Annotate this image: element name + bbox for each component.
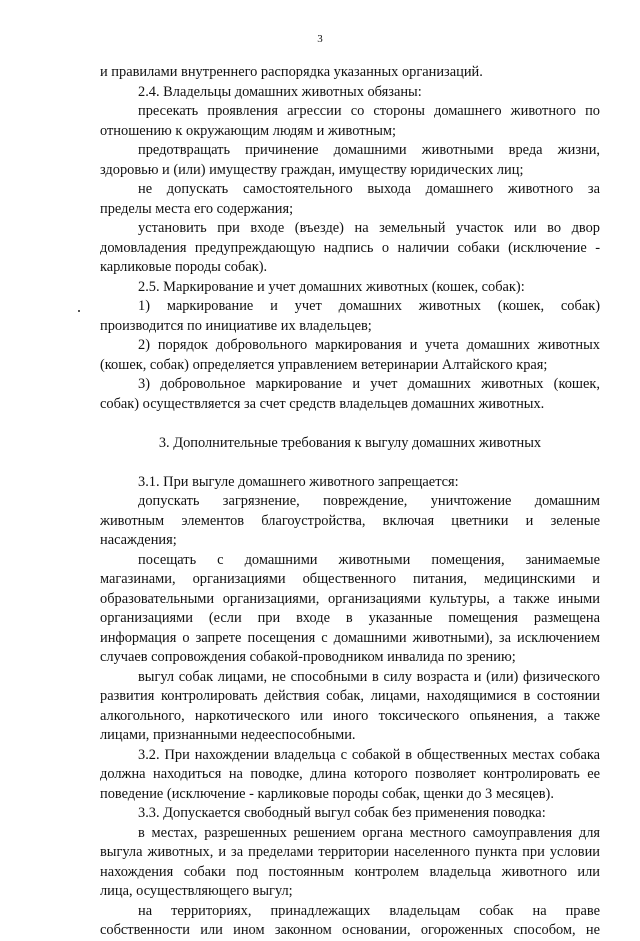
text-line: на территориях, принадлежащих владельцам собак на праве: [138, 902, 600, 919]
text-line: в местах, разрешенных решением органа местного самоуправления для: [138, 824, 600, 841]
text-line: случаев сопровождения собакой-проводником инвалида по зрению;: [100, 649, 516, 665]
paragraph: [100, 180, 600, 219]
text-line: собак) осуществляется за счет средств владельцев домашних животных.: [100, 395, 545, 412]
text-line: домовладения предупреждающую надпись о наличии собаки (исключение -: [100, 239, 600, 256]
paragraph: [100, 336, 600, 375]
text-line: посещать с домашними животными помещения, занимаемые: [138, 551, 600, 568]
blank-line: [100, 453, 600, 473]
text-line: выгула животных, и за пределами территории населенного пункта при условии: [100, 844, 600, 860]
text-line: 3.2. При нахождении владельца с собакой в общественных местах собака: [138, 746, 600, 763]
paragraph: [100, 375, 600, 414]
blank-line: [100, 414, 600, 434]
paragraph: [100, 278, 600, 298]
text-line: 3.1. При выгуле домашнего животного запрещается:: [138, 473, 459, 490]
text-line: допускать загрязнение, повреждение, уничтожение домашним: [138, 493, 600, 509]
text-line: 3) добровольное маркирование и учет домашних животных (кошек,: [138, 376, 600, 392]
text-line: не допускать самостоятельного выхода домашнего животного за: [138, 181, 600, 197]
paragraph: [100, 902, 600, 941]
text-line: отношению к окружающим людям и животным;: [100, 122, 397, 139]
paragraph: [100, 297, 600, 336]
text-line: развития контролировать действия собак, лицами, находящимися в состоянии: [100, 688, 600, 704]
text-line: и правилами внутреннего распорядка указанных организаций.: [100, 64, 483, 80]
text-line: 2.5. Маркирование и учет домашних животных (кошек, собак):: [138, 278, 525, 295]
text-line: 2) порядок добровольного маркирования и учета домашних животных: [138, 337, 600, 353]
text-line: животным элементов благоустройства, включая цветники и зеленые: [100, 512, 600, 529]
text-line: собственности или ином законном основании, огороженных способом, не: [100, 922, 600, 938]
text-line: производится по инициативе их владельцев;: [100, 317, 372, 334]
text-line: лица, осуществляющего выгул;: [100, 883, 293, 899]
text-line: карликовые породы собак).: [100, 259, 268, 275]
text-line: поведение (исключение - карликовые породы собак, щенки до 3 месяцев).: [100, 785, 554, 802]
section-heading: 3. Дополнительные требования к выгулу домашних животных: [158, 434, 542, 451]
paragraph: [100, 668, 600, 746]
text-line: магазинами, организациями общественного питания, медицинскими и: [100, 571, 600, 587]
text-line: 2.4. Владельцы домашних животных обязаны:: [138, 83, 422, 100]
paragraph: [100, 492, 600, 551]
paragraph: [100, 102, 600, 141]
text-line: предотвращать причинение домашними животными вреда жизни,: [138, 142, 600, 158]
text-line: алкогольного, наркотического или иного токсического опьянения, а также: [100, 707, 600, 724]
text-line: должна находиться на поводке, длина которого позволяет контролировать ее: [100, 766, 600, 782]
scan-speck: [78, 310, 80, 312]
paragraph: [100, 63, 600, 83]
text-line: 3.3. Допускается свободный выгул собак без применения поводка:: [138, 805, 546, 821]
text-line: насаждения;: [100, 532, 177, 548]
paragraph: [100, 824, 600, 902]
page-number: 3: [317, 33, 323, 45]
text-line: образовательными организациями, организациями культуры, а также иными: [100, 590, 600, 607]
paragraph: [100, 804, 600, 824]
text-line: организациями (если при входе в указанные помещения размещена: [100, 610, 600, 626]
text-line: пресекать проявления агрессии со стороны домашнего животного по: [138, 103, 600, 119]
text-line: выгул собак лицами, не способными в силу возраста и (или) физического: [138, 668, 600, 685]
paragraph: [100, 551, 600, 668]
paragraph: [100, 83, 600, 103]
document-body: [100, 63, 600, 941]
text-line: (кошек, собак) определяется управлением ветеринарии Алтайского края;: [100, 356, 548, 373]
paragraph: [100, 746, 600, 805]
text-line: здоровью и (или) имуществу граждан, имуществу юридических лиц;: [100, 161, 524, 178]
text-line: информация о запрете посещения с домашними животными), за исключением: [100, 629, 600, 646]
text-line: нахождения собаки под постоянным контролем владельца животного или: [100, 863, 600, 880]
paragraph: [100, 141, 600, 180]
paragraph: [100, 473, 600, 493]
paragraph: [100, 219, 600, 278]
text-line: установить при входе (въезде) на земельный участок или во двор: [138, 220, 600, 236]
text-line: пределы места его содержания;: [100, 200, 294, 217]
text-line: лицами, признанными недееспособными.: [100, 727, 356, 743]
text-line: 1) маркирование и учет домашних животных (кошек, собак): [138, 298, 600, 314]
